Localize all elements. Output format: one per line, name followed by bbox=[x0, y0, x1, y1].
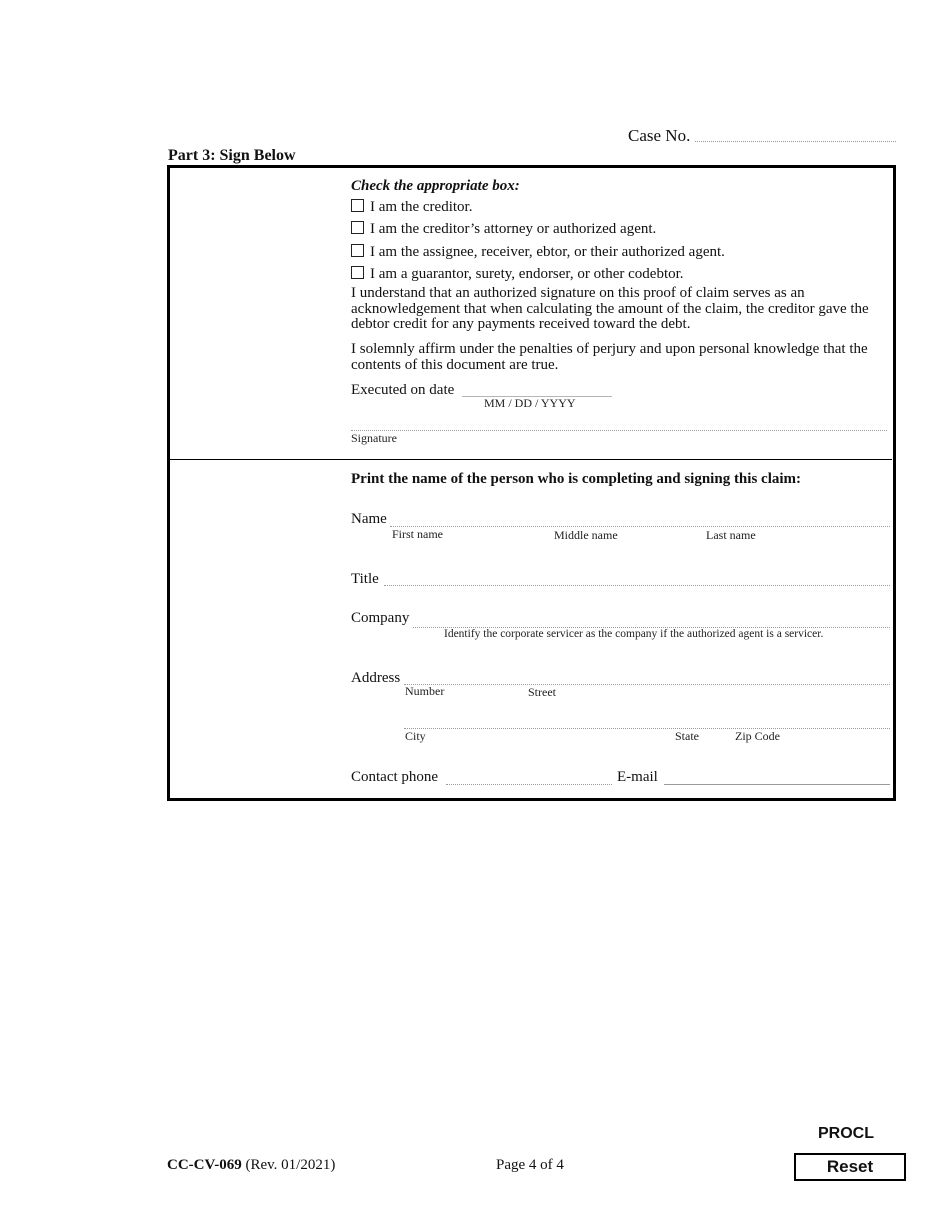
print-heading: Print the name of the person who is completing and signing this claim: bbox=[351, 471, 802, 487]
first-name-label: First name bbox=[392, 527, 443, 541]
last-name-label: Last name bbox=[706, 528, 756, 542]
address-street-field[interactable] bbox=[404, 684, 890, 685]
checkbox[interactable] bbox=[351, 266, 364, 279]
company-label: Company bbox=[351, 610, 410, 626]
zip-label: Zip Code bbox=[735, 729, 780, 743]
option-label: I am the creditor’s attorney or authorized agent. bbox=[370, 221, 657, 237]
state-label: State bbox=[675, 729, 699, 743]
signature-label: Signature bbox=[351, 431, 397, 445]
form-code-line bbox=[167, 1157, 335, 1174]
section-divider bbox=[169, 459, 892, 460]
case-no-label: Case No. bbox=[628, 126, 691, 145]
executed-label: Executed on date bbox=[351, 382, 455, 398]
checkbox[interactable] bbox=[351, 221, 364, 234]
email-label: E-mail bbox=[617, 769, 658, 785]
email-field[interactable] bbox=[664, 784, 890, 785]
company-hint: Identify the corporate servicer as the company if the authorized agent is a servicer. bbox=[444, 628, 824, 640]
option-creditor[interactable] bbox=[351, 199, 472, 216]
option-label: I am a guarantor, surety, endorser, or other codebtor. bbox=[370, 266, 684, 282]
checkbox[interactable] bbox=[351, 244, 364, 257]
number-label: Number bbox=[405, 684, 445, 698]
check-heading: Check the appropriate box: bbox=[351, 178, 520, 194]
affirm-text: I solemnly affirm under the penalties of perjury and upon personal knowledge that the contents of this document are true. bbox=[351, 341, 868, 373]
form-id-label: PROCL bbox=[818, 1125, 874, 1142]
case-no-field[interactable] bbox=[695, 141, 896, 142]
option-guarantor[interactable] bbox=[351, 266, 684, 283]
city-label: City bbox=[405, 729, 426, 743]
signature-field[interactable] bbox=[351, 430, 887, 431]
name-field[interactable] bbox=[390, 526, 890, 527]
middle-name-label: Middle name bbox=[554, 528, 618, 542]
checkbox[interactable] bbox=[351, 199, 364, 212]
street-label: Street bbox=[528, 685, 556, 699]
name-label: Name bbox=[351, 511, 387, 527]
phone-field[interactable] bbox=[446, 784, 612, 785]
date-format-hint: MM / DD / YYYY bbox=[484, 396, 576, 410]
page-number: Page 4 of 4 bbox=[496, 1157, 564, 1173]
option-label: I am the assignee, receiver, ebtor, or their authorized agent. bbox=[370, 244, 725, 260]
form-code: CC-CV-069 bbox=[167, 1157, 242, 1173]
option-label: I am the creditor. bbox=[370, 199, 473, 215]
understand-text: I understand that an authorized signature on this proof of claim serves as an acknowledgement that when calculating the amount of the claim, the creditor gave the debtor credit for any payments received toward the debt. bbox=[351, 285, 869, 332]
form-revision: (Rev. 01/2021) bbox=[241, 1157, 336, 1173]
phone-label: Contact phone bbox=[351, 769, 439, 785]
address-label: Address bbox=[351, 670, 401, 686]
address-city-field[interactable] bbox=[404, 728, 890, 729]
option-attorney[interactable] bbox=[351, 221, 656, 238]
option-assignee[interactable] bbox=[351, 244, 725, 261]
part-title: Part 3: Sign Below bbox=[168, 147, 296, 164]
title-field[interactable] bbox=[384, 585, 890, 586]
reset-button[interactable]: Reset bbox=[794, 1153, 906, 1181]
title-label: Title bbox=[351, 571, 379, 587]
